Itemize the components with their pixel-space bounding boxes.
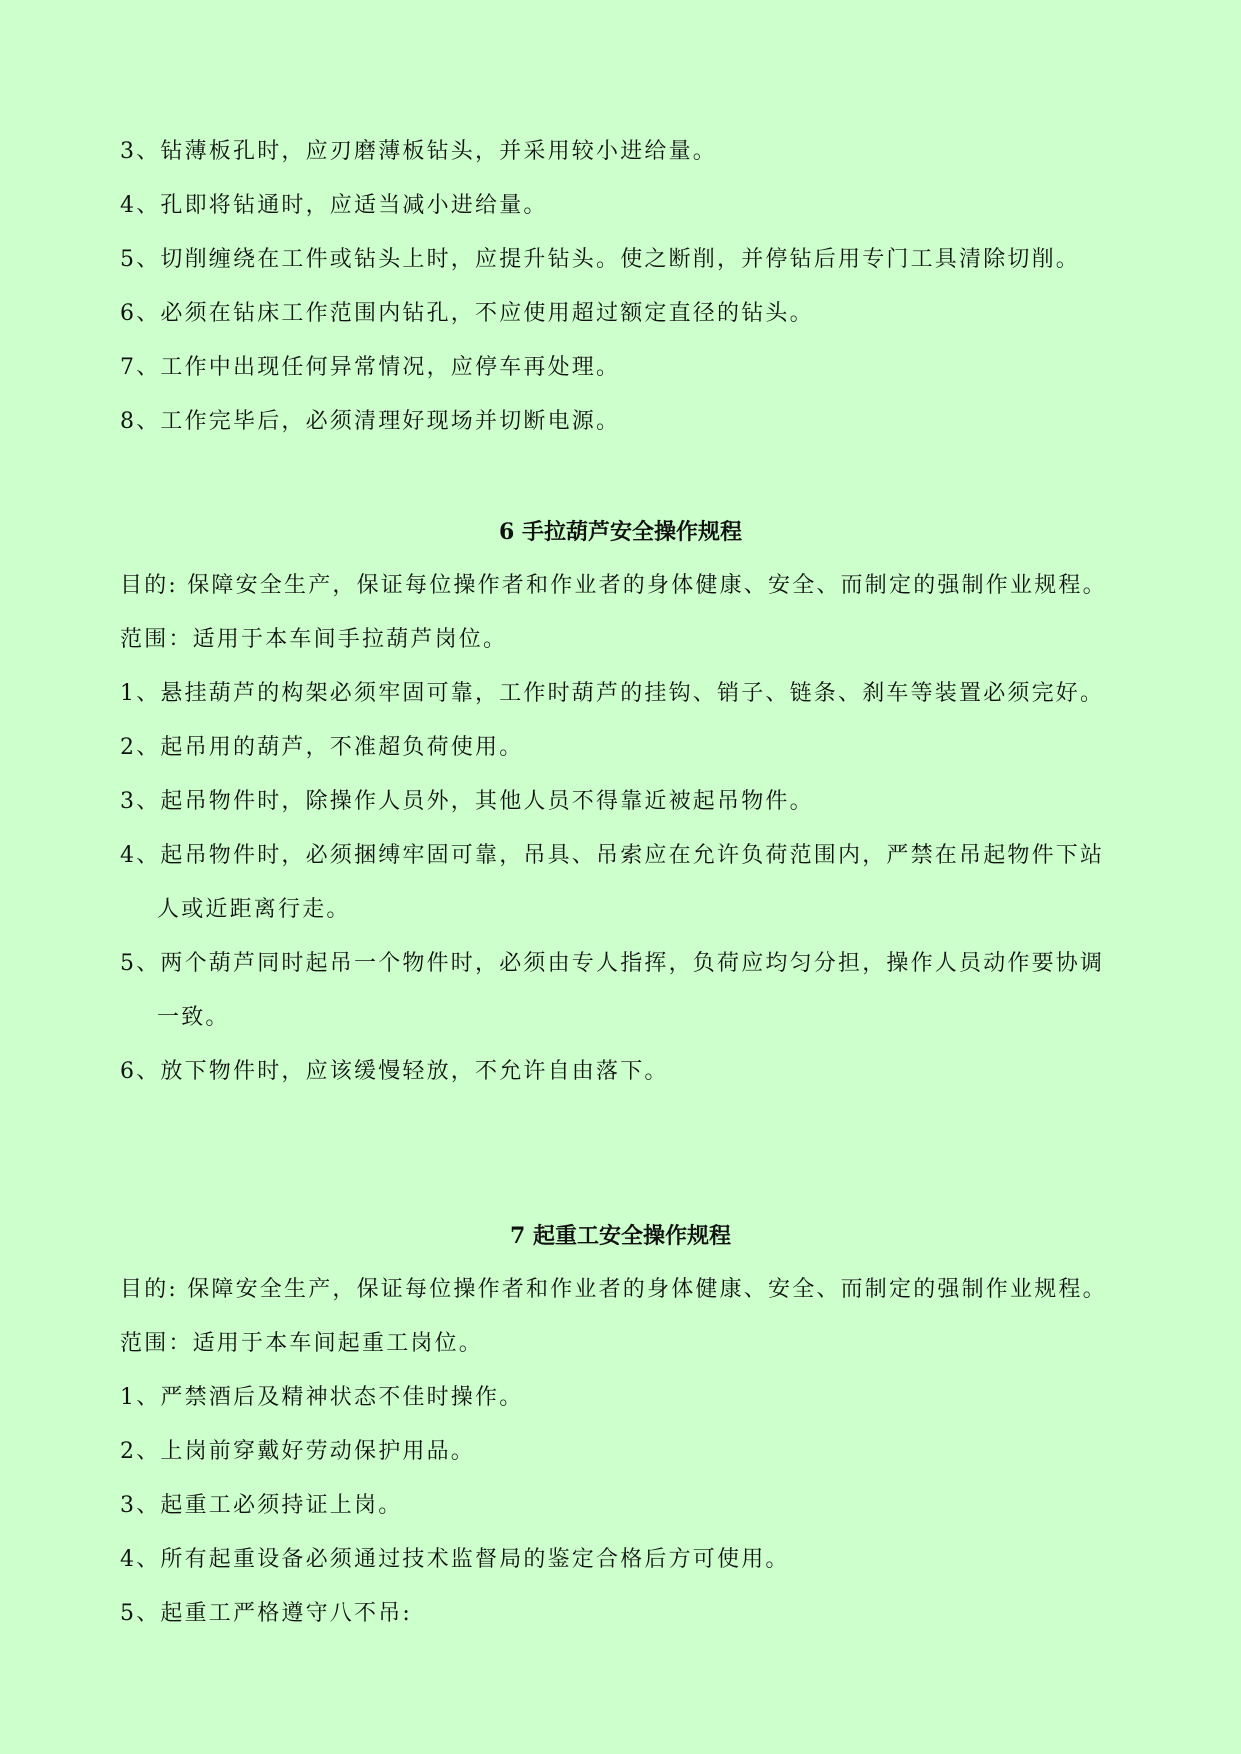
- section6-item-3: 3、起吊物件时，除操作人员外，其他人员不得靠近被起吊物件。: [120, 789, 814, 814]
- section6-item-5: 5、两个葫芦同时起吊一个物件时，必须由专人指挥，负荷应均匀分担，操作人员动作要协调: [120, 951, 1105, 976]
- section7-purpose: 目的: 保障安全生产，保证每位操作者和作业者的身体健康、安全、而制定的强制作业规程。: [120, 1277, 1107, 1302]
- section6-scope: 范围：适用于本车间手拉葫芦岗位。: [120, 627, 508, 652]
- section7-item-2: 2、上岗前穿戴好劳动保护用品。: [120, 1439, 475, 1464]
- top-item-6: 6、必须在钻床工作范围内钻孔，不应使用超过额定直径的钻头。: [120, 301, 814, 326]
- section6-item-5-cont: 一致。: [157, 1005, 230, 1030]
- section6-item-2: 2、起吊用的葫芦，不准超负荷使用。: [120, 735, 524, 760]
- top-item-7: 7、工作中出现任何异常情况，应停车再处理。: [120, 355, 621, 380]
- section7-item-3: 3、起重工必须持证上岗。: [120, 1493, 403, 1518]
- section7-scope: 范围：适用于本车间起重工岗位。: [120, 1331, 484, 1356]
- top-item-3: 3、钻薄板孔时，应刃磨薄板钻头，并采用较小进给量。: [120, 139, 717, 164]
- section6-item-4: 4、起吊物件时，必须捆缚牢固可靠，吊具、吊索应在允许负荷范围内，严禁在吊起物件下站: [120, 843, 1105, 868]
- section7-item-5: 5、起重工严格遵守八不吊:: [120, 1601, 413, 1626]
- section7-item-1: 1、严禁酒后及精神状态不佳时操作。: [120, 1385, 524, 1410]
- section6-item-1: 1、悬挂葫芦的构架必须牢固可靠，工作时葫芦的挂钩、销子、链条、刹车等装置必须完好。: [120, 681, 1105, 706]
- section7-item-4: 4、所有起重设备必须通过技术监督局的鉴定合格后方可使用。: [120, 1547, 790, 1572]
- section6-title: 6 手拉葫芦安全操作规程: [499, 519, 742, 545]
- top-item-5: 5、切削缠绕在工件或钻头上时，应提升钻头。使之断削，并停钻后用专门工具清除切削。: [120, 247, 1080, 272]
- section6-purpose: 目的: 保障安全生产，保证每位操作者和作业者的身体健康、安全、而制定的强制作业规程。: [120, 573, 1107, 598]
- section7-title: 7 起重工安全操作规程: [510, 1223, 731, 1249]
- top-item-4: 4、孔即将钻通时，应适当减小进给量。: [120, 193, 548, 218]
- section6-item-4-cont: 人或近距离行走。: [157, 897, 351, 922]
- section6-item-6: 6、放下物件时，应该缓慢轻放，不允许自由落下。: [120, 1059, 669, 1084]
- top-item-8: 8、工作完毕后，必须清理好现场并切断电源。: [120, 409, 621, 434]
